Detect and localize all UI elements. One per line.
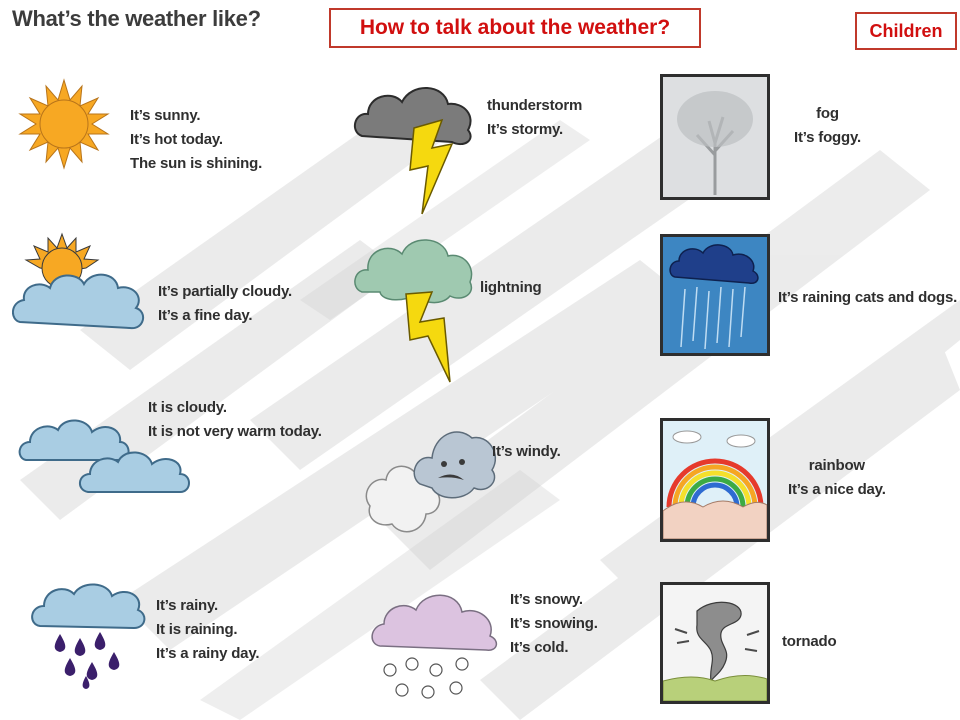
rainy-line-1: It’s rainy. — [156, 597, 218, 614]
sunny-line-2: It’s hot today. — [130, 131, 223, 148]
rainy-line-3: It’s a rainy day. — [156, 645, 260, 662]
thunderstorm-text — [487, 94, 582, 142]
snow-cloud-icon — [370, 580, 502, 704]
partly-cloudy-icon — [12, 232, 152, 334]
audience-tag: Children — [855, 12, 957, 50]
tornado-photo-icon — [660, 582, 770, 704]
windy-text — [492, 440, 561, 464]
rainy-text — [156, 594, 259, 666]
partly-cloudy-line-2: It’s a fine day. — [158, 307, 253, 324]
sunny-text — [130, 104, 262, 176]
lightning-line-1: lightning — [480, 279, 542, 296]
partly-cloudy-text — [158, 280, 292, 328]
cloudy-line-2: It is not very warm today. — [148, 423, 322, 440]
thunderstorm-icon — [352, 74, 478, 224]
lightning-text — [480, 276, 542, 300]
cloudy-text — [148, 396, 322, 444]
snowy-line-3: It’s cold. — [510, 639, 569, 656]
windy-line-1: It’s windy. — [492, 443, 561, 460]
fog-text — [794, 102, 861, 150]
rainbow-text — [788, 454, 886, 502]
heavy-rain-photo-icon — [660, 234, 770, 356]
cloudy-line-1: It is cloudy. — [148, 399, 227, 416]
sun-icon — [18, 78, 110, 170]
snowy-line-2: It’s snowing. — [510, 615, 598, 632]
heavy-rain-text — [778, 286, 957, 310]
partly-cloudy-line-1: It’s partially cloudy. — [158, 283, 292, 300]
rainbow-line-2: It’s a nice day. — [788, 481, 886, 498]
snowy-text — [510, 588, 598, 660]
tornado-text — [782, 630, 836, 654]
rainbow-photo-icon — [660, 418, 770, 542]
tornado-line-1: tornado — [782, 633, 837, 650]
rainy-line-2: It is raining. — [156, 621, 238, 638]
lesson-banner: How to talk about the weather? — [329, 8, 701, 48]
rainbow-line-1: rainbow — [808, 457, 865, 474]
fog-line-1: fog — [816, 105, 839, 122]
heavy-rain-line-1: It’s raining cats and dogs. — [778, 289, 958, 306]
thunderstorm-line-2: It’s stormy. — [487, 121, 563, 138]
fog-photo-icon — [660, 74, 770, 200]
rain-cloud-icon — [30, 578, 146, 690]
page-title: What’s the weather like? — [12, 6, 261, 31]
sunny-line-3: The sun is shining. — [130, 155, 263, 172]
thunderstorm-line-1: thunderstorm — [487, 97, 583, 114]
snowy-line-1: It’s snowy. — [510, 591, 583, 608]
sunny-line-1: It’s sunny. — [130, 107, 201, 124]
fog-line-2: It’s foggy. — [794, 129, 861, 146]
lightning-icon — [352, 232, 476, 388]
windy-cloud-icon — [364, 414, 504, 540]
